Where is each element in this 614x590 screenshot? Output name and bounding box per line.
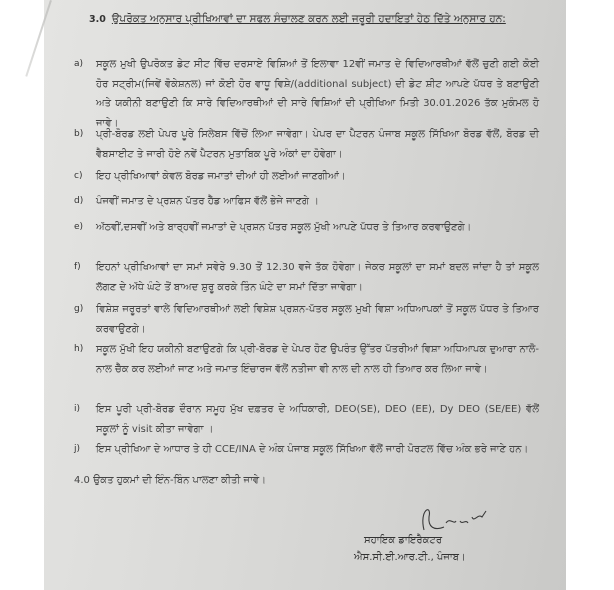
item-text: ਇਹਨਾਂ ਪ੍ਰੀਖਿਆਵਾਂ ਦਾ ਸਮਾਂ ਸਵੇਰੇ 9.30 ਤੋਂ 12.30 ਵਜੇ ਤੱਕ ਹੋਵੇਗਾ। ਜੇਕਰ ਸਕੂਲਾਂ ਦਾ ਸਮਾਂ ਬਦਲ ਜਾਂਦਾ ਹੈ ਤਾਂ ਸਕੂਲ ਲੱਗਣ ਦੇ ਅੱਧੇ ਘੰਟੇ ਤੋਂ ਬਾਅਦ ਸ਼ੁਰੂ ਕਰਕੇ ਤਿੰਨ ਘੰਟੇ ਦਾ ਸਮਾਂ ਦਿੱਤਾ ਜਾਵੇਗਾ।: [96, 262, 539, 293]
paper-fold-line: [25, 0, 52, 77]
instruction-item-c: [74, 167, 539, 187]
item-text: ਪ੍ਰੀ-ਬੋਰਡ ਲਈ ਪੇਪਰ ਪੂਰੇ ਸਿਲੇਬਸ ਵਿੱਚੋਂ ਲਿਆ ਜਾਵੇਗਾ। ਪੇਪਰ ਦਾ ਪੈਟਰਨ ਪੰਜਾਬ ਸਕੂਲ ਸਿੱਖਿਆ ਬੋਰਡ ਵੱਲੋਂ, ਬੋਰਡ ਦੀ ਵੈਬਸਾਈਟ ਤੇ ਜਾਰੀ ਹੋਏ ਨਵੇਂ ਪੈਟਰਨ ਮੁਤਾਬਿਕ ਪੂਰੇ ਅੰਕਾਂ ਦਾ ਹੋਵੇਗਾ।: [96, 129, 539, 160]
signatory-title: ਸਹਾਇਕ ਡਾਇਰੈਕਟਰ: [364, 535, 443, 546]
instruction-item-h: [74, 340, 539, 379]
item-label: e): [74, 222, 84, 232]
signatory-organization: ਐਸ.ਸੀ.ਈ.ਆਰ.ਟੀ., ਪੰਜਾਬ।: [354, 552, 466, 563]
item-text: ਸਕੂਲ ਮੁੱਖੀ ਇਹ ਯਕੀਨੀ ਬਣਾਉਣਗੇ ਕਿ ਪ੍ਰੀ-ਬੋਰਡ ਦੇ ਪੇਪਰ ਹੋਣ ਉਪਰੰਤ ਉੱਤਰ ਪੱਤਰੀਆਂ ਵਿਸ਼ਾ ਅਧਿਆਪਕ ਦੁਆਰਾ ਨਾਲੋ-ਨਾਲ ਚੈੱਕ ਕਰ ਲਈਆਂ ਜਾਣ ਅਤੇ ਜਮਾਤ ਇੰਚਾਰਜ ਵੱਲੋਂ ਨਤੀਜਾ ਵੀ ਨਾਲ ਦੀ ਨਾਲ ਹੀ ਤਿਆਰ ਕਰ ਲਿਆ ਜਾਵੇ।: [96, 344, 539, 375]
item-text: ਸਕੂਲ ਮੁਖੀ ਉਪਰੋਕਤ ਡੇਟ ਸੀਟ ਵਿੱਚ ਦਰਸਾਏ ਵਿਸ਼ਿਆਂ ਤੋਂ ਇਲਾਵਾ 12ਵੀਂ ਜਮਾਤ ਦੇ ਵਿਦਿਆਰਥੀਆਂ ਵੱਲੋਂ ਚੁਣੀ ਗਈ ਕੋਈ ਹੋਰ ਸਟ੍ਰੀਮ(ਜਿਵੇਂ ਵੋਕੇਸ਼ਨਲ) ਜਾਂ ਕੋਈ ਹੋਰ ਵਾਧੂ ਵਿਸ਼ੇ/(additional subject) ਦੀ ਡੇਟ ਸ਼ੀਟ ਆਪਣੇ ਪੱਧਰ ਤੇ ਬਣਾਉਣੀ ਅਤੇ ਯਕੀਨੀ ਬਣਾਉਣੀ ਕਿ ਸਾਰੇ ਵਿਦਿਆਰਥੀਆਂ ਦੀ ਸਾਰੇ ਵਿਸ਼ਿਆਂ ਦੀ ਪ੍ਰੀਖਿਆ ਮਿਤੀ 30.01.2026 ਤੱਕ ਮੁਕੰਮਲ ਹੋ ਜਾਵੇ।: [96, 59, 539, 129]
instruction-item-b: [74, 125, 539, 164]
instruction-item-a: [74, 55, 539, 133]
item-label: f): [74, 262, 81, 272]
item-label: j): [74, 444, 81, 454]
instruction-item-j: [74, 440, 539, 460]
item-text: ਅੱਠਵੀਂ,ਦਸਵੀਂ ਅਤੇ ਬਾਰ੍ਹਵੀਂ ਜਮਾਤਾਂ ਦੇ ਪ੍ਰਸ਼ਨ ਪੱਤਰ ਸਕੂਲ ਮੁੱਖੀ ਆਪਣੇ ਪੱਧਰ ਤੇ ਤਿਆਰ ਕਰਵਾਉਣਗੇ।: [96, 222, 472, 233]
instruction-item-f: [74, 258, 539, 297]
item-label: c): [74, 171, 83, 181]
item-label: i): [74, 404, 81, 414]
item-label: d): [74, 196, 84, 206]
section-title: ਉਪਰੋਕਤ ਅਨੁਸਾਰ ਪ੍ਰੀਖਿਆਵਾਂ ਦਾ ਸਫਲ ਸੰਚਾਲਣ ਕਰਨ ਲਈ ਜਰੂਰੀ ਹਦਾਇਤਾਂ ਹੇਠ ਦਿੱਤੇ ਅਨੁਸਾਰ ਹਨ:: [111, 13, 506, 25]
item-label: h): [74, 344, 84, 354]
signature-scrawl-icon: [414, 505, 554, 535]
closing-instruction: 4.0 ਉਕਤ ਹੁਕਮਾਂ ਦੀ ਇੰਨ-ਬਿੰਨ ਪਾਲਣਾ ਕੀਤੀ ਜਾਵੇ।: [74, 475, 266, 486]
item-label: g): [74, 304, 84, 314]
item-text: ਇਸ ਪ੍ਰੀਖਿਆ ਦੇ ਆਧਾਰ ਤੇ ਹੀ CCE/INA ਦੇ ਅੰਕ ਪੰਜਾਬ ਸਕੂਲ ਸਿੱਖਿਆ ਵੱਲੋਂ ਜਾਰੀ ਪੋਰਟਲ ਵਿੱਚ ਅੰਕ ਭਰੇ ਜਾਣੇ ਹਨ।: [96, 444, 529, 455]
instruction-item-g: [74, 300, 539, 339]
section-heading: [89, 10, 544, 29]
item-text: ਇਸ ਪੂਰੀ ਪ੍ਰੀ-ਬੋਰਡ ਦੌਰਾਨ ਸਮੂਹ ਮੁੱਖ ਦਫ਼ਤਰ ਦੇ ਅਧਿਕਾਰੀ, DEO(SE), DEO (EE), Dy DEO (SE/EE) ਵੱਲੋਂ ਸਕੂਲਾਂ ਨੂੰ visit ਕੀਤਾ ਜਾਵੇਗਾ ।: [96, 404, 539, 435]
item-text: ਵਿਸ਼ੇਸ਼ ਜਰੂਰਤਾਂ ਵਾਲੇ ਵਿਦਿਆਰਥੀਆਂ ਲਈ ਵਿਸ਼ੇਸ਼ ਪ੍ਰਸ਼ਨ-ਪੱਤਰ ਸਕੂਲ ਮੁਖੀ ਵਿਸ਼ਾ ਅਧਿਆਪਕਾਂ ਤੋਂ ਸਕੂਲ ਪੱਧਰ ਤੇ ਤਿਆਰ ਕਰਵਾਉਣਗੇ।: [96, 304, 539, 335]
section-number: 3.0: [89, 14, 106, 25]
item-label: a): [74, 59, 84, 69]
instruction-item-e: [74, 218, 539, 238]
instruction-item-i: [74, 400, 539, 439]
item-text: ਇਹ ਪ੍ਰੀਖਿਆਵਾਂ ਕੇਵਲ ਬੋਰਡ ਜਮਾਤਾਂ ਦੀਆਂ ਹੀ ਲਈਆਂ ਜਾਣਗੀਆਂ।: [96, 171, 346, 182]
item-label: b): [74, 129, 84, 139]
item-text: ਪੰਜਵੀਂ ਜਮਾਤ ਦੇ ਪ੍ਰਸ਼ਨ ਪੱਤਰ ਹੈੱਡ ਆਫਿਸ ਵੱਲੋਂ ਭੇਜੇ ਜਾਣਗੇ ।: [96, 196, 319, 207]
instruction-item-d: [74, 192, 539, 212]
document-page: [44, 0, 566, 590]
